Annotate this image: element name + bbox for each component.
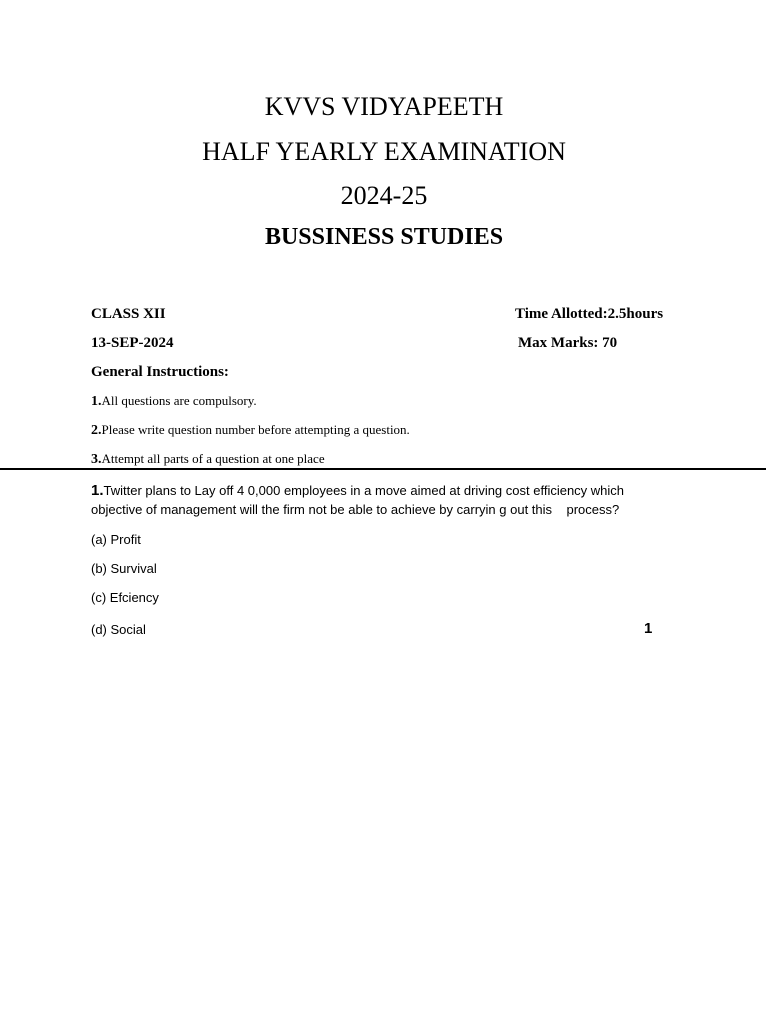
- time-allotted: Time Allotted:2.5hours: [515, 306, 664, 322]
- option-b: (b) Survival: [91, 561, 157, 576]
- instruction-item: [91, 451, 325, 468]
- subject-title: BUSSINESS STUDIES: [264, 224, 504, 250]
- exam-date: 13-SEP-2024: [91, 335, 174, 351]
- question-text-line: [91, 482, 624, 499]
- question-marks: 1: [644, 620, 653, 637]
- exam-title: HALF YEARLY EXAMINATION: [202, 137, 566, 166]
- instructions-heading: General Instructions:: [91, 364, 229, 380]
- class-label: CLASS XII: [91, 306, 166, 322]
- question-text: Twitter plans to Lay off 4 0,000 employees in a move aimed at driving cost efficiency which: [103, 483, 625, 498]
- question-text-line: objective of management will the firm not be able to achieve by carryin g out this process?: [91, 502, 620, 517]
- option-d: (d) Social: [91, 622, 146, 637]
- school-name: KVVS VIDYAPEETH: [264, 92, 504, 121]
- option-c: (c) Efciency: [91, 590, 159, 605]
- academic-year: 2024-25: [340, 181, 428, 210]
- instruction-text: Please write question number before attempting a question.: [101, 422, 410, 437]
- instruction-number: 2.: [91, 423, 102, 438]
- question-number: 1.: [91, 482, 104, 499]
- instruction-item: [91, 422, 410, 439]
- instruction-item: [91, 393, 257, 410]
- section-divider: [0, 468, 766, 470]
- instruction-text: Attempt all parts of a question at one place: [101, 451, 325, 466]
- option-a: (a) Profit: [91, 532, 141, 547]
- instruction-number: 3.: [91, 452, 102, 467]
- instruction-number: 1.: [91, 394, 102, 409]
- max-marks: Max Marks: 70: [518, 335, 618, 351]
- instruction-text: All questions are compulsory.: [101, 393, 257, 408]
